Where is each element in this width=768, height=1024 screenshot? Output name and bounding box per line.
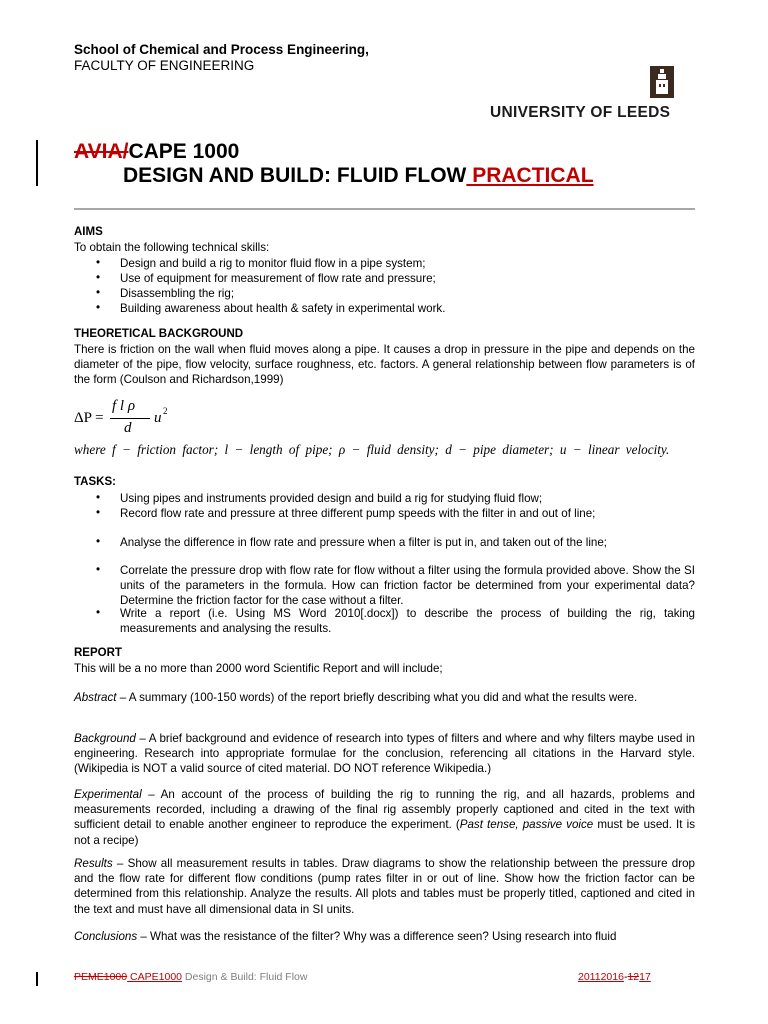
aims-heading: AIMS: [74, 226, 103, 238]
formula-exponent: 2: [163, 406, 168, 416]
bullet-icon: •: [96, 256, 101, 269]
faculty-name: FACULTY OF ENGINEERING: [74, 58, 255, 73]
formula-numerator: f l ρ: [112, 398, 136, 414]
report-heading: REPORT: [74, 647, 122, 659]
task-item: Analyse the difference in flow rate and pressure when a filter is put in, and taken out of the line;: [120, 536, 608, 549]
university-crest-icon: [650, 66, 674, 98]
report-intro: This will be a no more than 2000 word Scientific Report and will include;: [74, 662, 443, 675]
aims-item: Use of equipment for measurement of flow rate and pressure;: [120, 272, 436, 285]
experimental-paragraph: [74, 787, 695, 848]
footer-right: [578, 971, 651, 983]
results-paragraph: [74, 856, 695, 917]
experimental-tail: must be used. It is not a recipe): [74, 818, 695, 847]
footer-year-inserted: 20112016: [578, 971, 624, 983]
footer-year-deleted: 12: [627, 971, 640, 983]
conclusions-text: – What was the resistance of the filter? Why was a difference seen? Using research into fluid: [137, 930, 617, 943]
bullet-icon: •: [96, 506, 101, 519]
formula-velocity: u: [154, 410, 162, 426]
background-text: There is friction on the wall when fluid moves along a pipe. It causes a drop in pressure in the pipe and depends on the diameter of the pipe, flow velocity, surface roughness, etc. factors. A general relationship between flow parameters is of the form (Coulson and Richardson,1999): [74, 343, 695, 387]
course-title: DESIGN AND BUILD: FLUID FLOW: [123, 164, 467, 187]
results-label: Results: [74, 857, 113, 870]
background-heading: THEORETICAL BACKGROUND: [74, 328, 244, 340]
bullet-icon: •: [96, 286, 101, 299]
tasks-heading: TASKS:: [74, 476, 116, 488]
course-title-line1: [74, 140, 239, 164]
bullet-icon: •: [96, 491, 101, 504]
background-label: Background: [74, 732, 136, 745]
footer-course: Design & Build: Fluid Flow: [182, 971, 308, 983]
aims-item: Design and build a rig to monitor fluid flow in a pipe system;: [120, 257, 426, 270]
bullet-icon: •: [96, 606, 101, 619]
deleted-text: AVIA/: [74, 140, 129, 163]
formula-denominator: d: [124, 420, 132, 436]
results-text: – Show all measurement results in tables. Draw diagrams to show the relationship between the pressure drop and the flow rate for different flow conditions (pump rates filter in or out of line. Show how the friction factor can be determined from this relationship. Analyze the results. All plots and tables must be properly titled, captioned and cited in the text and must have all dimensional data in SI units.: [74, 857, 695, 916]
course-code: CAPE 1000: [128, 140, 240, 163]
fraction-bar: [110, 418, 150, 419]
background-report-text: – A brief background and evidence of research into types of filters and where and why filters maybe used in engineering. Research into appropriate formulae for the conclusion, referencing all citations in the Harvard style. (Wikipedia is NOT a valid source of cited material. DO NOT reference Wikipedia.): [74, 732, 695, 776]
abstract-label: Abstract: [74, 691, 117, 704]
footer-code-deleted: PEME1000: [74, 971, 128, 983]
task-item: Correlate the pressure drop with flow rate for flow without a filter using the formula provided above. Show the SI units of the parameters in the formula. How can friction factor be determined from your experimental data? Determine the friction factor for the case without a filter.: [120, 564, 695, 608]
bullet-icon: •: [96, 563, 101, 576]
pressure-drop-formula: [74, 398, 294, 442]
abstract-text: – A summary (100-150 words) of the report briefly describing what you did and what the results were.: [116, 691, 638, 704]
footer-year-sep: -: [623, 971, 628, 983]
inserted-text: PRACTICAL: [466, 164, 594, 187]
course-title-line2: [123, 164, 594, 188]
footer-year-end: 17: [639, 971, 651, 983]
change-bar: [36, 972, 38, 986]
formula-legend: where f − friction factor; l − length of pipe; ρ − fluid density; d − pipe diameter; u − linear velocity.: [74, 442, 670, 457]
title-divider: [74, 208, 695, 210]
conclusions-label: Conclusions: [74, 930, 138, 943]
experimental-text: – An account of the process of building the rig to running the rig, and all hazards, problems and measurements recorded, including a drawing of the final rig assembly properly captioned and cited in the text with sufficient detail to enable another engineer to reproduce the experiment. (: [74, 788, 695, 832]
abstract-paragraph: [74, 690, 695, 705]
footer-code-inserted: CAPE1000: [127, 971, 182, 983]
experimental-label: Experimental: [74, 788, 142, 801]
change-bar: [36, 140, 38, 186]
school-name: School of Chemical and Process Engineering,: [74, 42, 369, 57]
aims-intro: To obtain the following technical skills:: [74, 241, 270, 254]
bullet-icon: •: [96, 535, 101, 548]
aims-item: Building awareness about health & safety in experimental work.: [120, 302, 446, 315]
experimental-italic: Past tense, passive voice: [459, 818, 594, 832]
task-item: Write a report (i.e. Using MS Word 2010[.docx]) to describe the process of building the rig, taking measurements and analysing the results.: [120, 607, 695, 636]
bullet-icon: •: [96, 301, 101, 314]
aims-item: Disassembling the rig;: [120, 287, 235, 300]
background-paragraph: [74, 731, 695, 777]
task-item: Record flow rate and pressure at three different pump speeds with the filter in and out of line;: [120, 507, 596, 520]
formula-lhs: ΔP =: [74, 410, 104, 426]
university-logo-text: UNIVERSITY OF LEEDS: [490, 104, 671, 121]
conclusions-paragraph: [74, 929, 695, 944]
footer-left: [74, 971, 307, 983]
task-item: Using pipes and instruments provided design and build a rig for studying fluid flow;: [120, 492, 543, 505]
bullet-icon: •: [96, 271, 101, 284]
